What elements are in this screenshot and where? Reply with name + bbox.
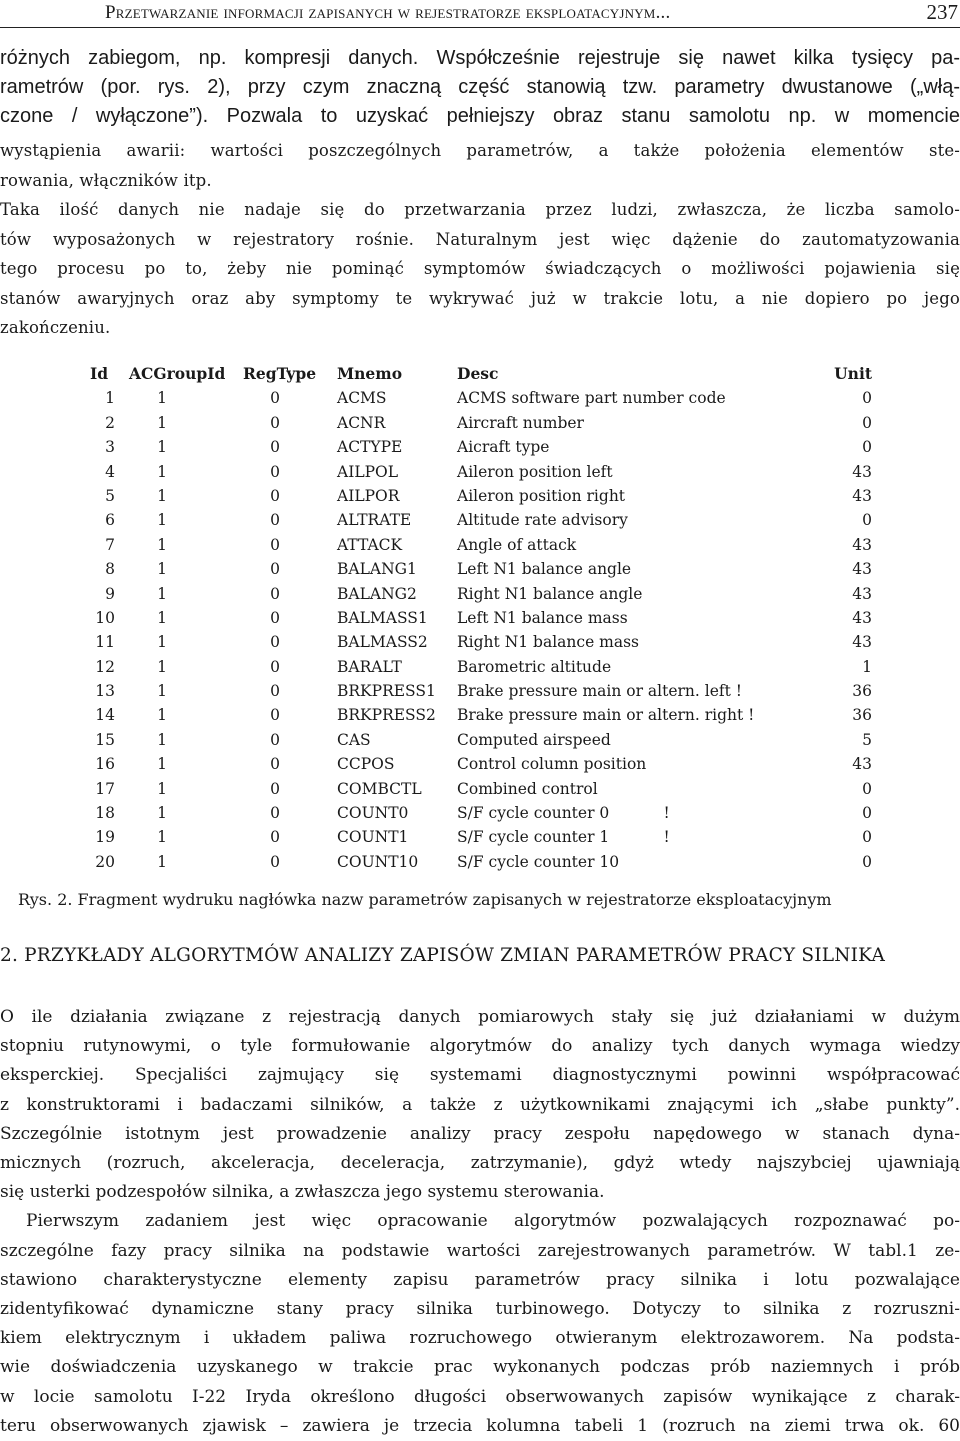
- table-cell-desc: Right N1 balance angle: [457, 584, 643, 603]
- table-cell-mnemo: BRKPRESS2: [337, 706, 436, 725]
- table-cell-mnemo: BRKPRESS1: [337, 682, 436, 701]
- table-cell-unit: 1: [862, 657, 872, 676]
- table-cell-regtype: 0: [270, 608, 280, 627]
- table-cell-regtype: 0: [270, 389, 280, 408]
- table-cell-desc: Brake pressure main or altern. right !: [457, 706, 755, 725]
- table-cell-acgroup: 1: [157, 438, 167, 457]
- table-cell-unit: 36: [852, 682, 872, 701]
- table-cell-id: 5: [105, 486, 115, 505]
- table-row: [90, 435, 880, 459]
- table-row: [90, 630, 880, 654]
- table-cell-mnemo: BALMASS2: [337, 633, 428, 652]
- text-line: zidentyfikować dynamiczne stany pracy silnika turbinowego. Dotyczy to silnika z rozruszni-: [0, 1299, 960, 1320]
- table-cell-id: 13: [95, 682, 115, 701]
- text-line: stopniu rutynowymi, o tyle formułowanie algorytmów do analizy tych danych wymaga wiedzy: [0, 1036, 960, 1057]
- paragraph-3: [0, 1003, 960, 1441]
- table-cell-acgroup: 1: [157, 486, 167, 505]
- table-cell-unit: 43: [852, 608, 872, 627]
- table-cell-unit: 43: [852, 560, 872, 579]
- table-cell-acgroup: 1: [157, 682, 167, 701]
- text-line: Taka ilość danych nie nadaje się do przetwarzania przez ludzi, zwłaszcza, że liczba samolo-: [0, 200, 960, 219]
- text-line: stanów awaryjnych oraz aby symptomy te wykrywać już w trakcie lotu, a nie dopiero po jego: [0, 288, 960, 308]
- text-line: rametrów (por. rys. 2), przy czym znaczną część stanowią tzw. parametry dwustanowe („włą-: [0, 76, 960, 98]
- table-cell-mnemo: ACNR: [337, 413, 386, 432]
- table-cell-desc: S/F cycle counter 1 !: [457, 828, 670, 847]
- paragraph-2: [0, 136, 960, 343]
- table-cell-id: 14: [95, 706, 115, 725]
- table-cell-regtype: 0: [270, 486, 280, 505]
- table-cell-unit: 5: [862, 730, 872, 749]
- section-heading: 2. PRZYKŁADY ALGORYTMÓW ANALIZY ZAPISÓW ZMIAN PARAMETRÓW PRACY SILNIKA: [0, 945, 886, 966]
- table-cell-acgroup: 1: [157, 804, 167, 823]
- table-row: [90, 484, 880, 508]
- table-cell-id: 17: [95, 779, 115, 798]
- table-cell-mnemo: AILPOR: [337, 486, 400, 505]
- text-line: O ile działania związane z rejestracją danych pomiarowych stały się już działaniami w dużym: [0, 1007, 960, 1027]
- table-row: [90, 411, 880, 435]
- table-cell-mnemo: BALMASS1: [337, 608, 428, 627]
- table-cell-acgroup: 1: [157, 389, 167, 408]
- text-line: tego procesu po to, żeby nie pominąć symptomów świadczących o możliwości pojawienia się: [0, 259, 960, 278]
- column-header-unit: Unit: [834, 364, 872, 383]
- table-cell-regtype: 0: [270, 511, 280, 530]
- table-cell-regtype: 0: [270, 584, 280, 603]
- table-cell-mnemo: ACMS: [337, 389, 387, 408]
- text-line: stawiono charakterystyczne elementy zapisu parametrów pracy silnika i lotu pozwalające: [0, 1269, 960, 1290]
- table-cell-desc: Control column position: [457, 755, 647, 774]
- text-line: Pierwszym zadaniem jest więc opracowanie algorytmów pozwalających rozpoznawać po-: [26, 1211, 960, 1232]
- table-cell-unit: 0: [862, 511, 872, 530]
- table-cell-acgroup: 1: [157, 535, 167, 554]
- table-cell-regtype: 0: [270, 852, 280, 871]
- table-row: [90, 801, 880, 825]
- table-cell-id: 19: [95, 828, 115, 847]
- column-header-mnemo: Mnemo: [337, 364, 403, 383]
- page-number: 237: [926, 0, 958, 24]
- table-cell-desc: Aircraft number: [457, 413, 584, 432]
- table-cell-unit: 43: [852, 486, 872, 505]
- table-cell-acgroup: 1: [157, 608, 167, 627]
- table-cell-acgroup: 1: [157, 828, 167, 847]
- table-cell-desc: S/F cycle counter 10: [457, 852, 620, 871]
- table-cell-acgroup: 1: [157, 706, 167, 725]
- column-header-regtype: RegType: [243, 364, 317, 383]
- text-line: Szczególnie istotnym jest prowadzenie analizy pracy zespołu napędowego w stanach dyna-: [0, 1123, 960, 1144]
- table-row: [90, 777, 880, 801]
- table-cell-desc: Left N1 balance angle: [457, 560, 632, 579]
- table-cell-unit: 43: [852, 462, 872, 481]
- table-cell-id: 15: [95, 730, 115, 749]
- table-row: [90, 508, 880, 532]
- column-header-acgroupid: ACGroupId: [129, 364, 226, 383]
- table-cell-regtype: 0: [270, 438, 280, 457]
- table-cell-id: 12: [95, 657, 115, 676]
- table-cell-id: 6: [105, 511, 115, 530]
- table-cell-unit: 0: [862, 389, 872, 408]
- text-line: się usterki podzespołów silnika, a zwłaszcza jego systemu sterowania.: [0, 1182, 605, 1203]
- table-cell-acgroup: 1: [157, 633, 167, 652]
- table-cell-regtype: 0: [270, 682, 280, 701]
- table-cell-regtype: 0: [270, 462, 280, 481]
- table-cell-acgroup: 1: [157, 852, 167, 871]
- table-row: [90, 582, 880, 606]
- table-cell-desc: Brake pressure main or altern. left !: [457, 682, 743, 701]
- text-line: rowania, włączników itp.: [0, 170, 212, 190]
- text-line: teru obserwowanych zjawisk – zawiera je trzecia kolumna tabeli 1 (rozruch na ziemi trwa ok. 60: [0, 1415, 960, 1436]
- table-cell-desc: Computed airspeed: [457, 730, 611, 749]
- table-cell-acgroup: 1: [157, 657, 167, 676]
- table-cell-unit: 0: [862, 852, 872, 871]
- table-row: [90, 460, 880, 484]
- table-cell-unit: 43: [852, 584, 872, 603]
- table-cell-id: 2: [105, 413, 115, 432]
- table-cell-desc: Aileron position left: [457, 462, 613, 481]
- table-cell-regtype: 0: [270, 730, 280, 749]
- table-cell-unit: 43: [852, 535, 872, 554]
- text-line: z konstruktorami i badaczami silników, a także z użytkownikami znającymi ich „słabe punkty”.: [0, 1094, 960, 1115]
- text-line: micznych (rozruch, akceleracja, deceleracja, zatrzymanie), gdyż wtedy najszybciej ujawniają: [0, 1153, 960, 1174]
- table-cell-mnemo: ACTYPE: [337, 438, 403, 457]
- running-header: [0, 0, 960, 28]
- table-cell-regtype: 0: [270, 413, 280, 432]
- table-cell-acgroup: 1: [157, 560, 167, 579]
- table-cell-regtype: 0: [270, 706, 280, 725]
- table-cell-acgroup: 1: [157, 413, 167, 432]
- table-row: [90, 386, 880, 410]
- table-cell-desc: Right N1 balance mass: [457, 633, 640, 652]
- text-line: wie doświadczenia uzyskanego w trakcie prac wykonanych podczas prób naziemnych i prób: [0, 1357, 960, 1378]
- table-cell-id: 20: [95, 852, 115, 871]
- text-line: eksperckiej. Specjaliści zajmujący się systemami diagnostycznymi powinni współpracować: [0, 1065, 960, 1086]
- table-row: [90, 679, 880, 703]
- table-cell-desc: Combined control: [457, 779, 598, 798]
- table-cell-regtype: 0: [270, 535, 280, 554]
- table-cell-mnemo: AILPOL: [337, 462, 399, 481]
- table-header-row: [90, 362, 880, 386]
- table-row: [90, 655, 880, 679]
- table-cell-unit: 36: [852, 706, 872, 725]
- text-line: w locie samolotu I-22 Iryda określono długości obserwowanych zapisów wynikające z charak-: [0, 1386, 960, 1407]
- table-cell-mnemo: BALANG2: [337, 584, 417, 603]
- table-cell-unit: 0: [862, 438, 872, 457]
- table-cell-regtype: 0: [270, 779, 280, 798]
- table-cell-acgroup: 1: [157, 511, 167, 530]
- text-line: zakończeniu.: [0, 318, 111, 337]
- table-cell-regtype: 0: [270, 828, 280, 847]
- table-cell-id: 7: [105, 535, 115, 554]
- table-cell-unit: 43: [852, 633, 872, 652]
- table-cell-mnemo: ATTACK: [337, 535, 403, 554]
- table-cell-mnemo: ALTRATE: [337, 511, 412, 530]
- table-cell-desc: Altitude rate advisory: [457, 511, 628, 530]
- table-cell-unit: 43: [852, 755, 872, 774]
- table-cell-regtype: 0: [270, 804, 280, 823]
- text-line: szczególne fazy pracy silnika na podstawie wartości zarejestrowanych parametrów. W tabl.1 ze-: [0, 1240, 960, 1261]
- table-row: [90, 728, 880, 752]
- table-row: [90, 557, 880, 581]
- table-row: [90, 825, 880, 849]
- column-header-id: Id: [90, 364, 109, 383]
- table-row: [90, 752, 880, 776]
- paragraph-1: [0, 44, 960, 131]
- table-cell-id: 9: [105, 584, 115, 603]
- table-cell-desc: Aicraft type: [457, 438, 550, 457]
- table-cell-id: 10: [95, 608, 115, 627]
- text-line: czone / wyłączone”). Pozwala to uzyskać pełniejszy obraz stanu samolotu np. w momencie: [0, 105, 960, 127]
- table-cell-id: 18: [95, 804, 115, 823]
- table-cell-mnemo: COUNT10: [337, 852, 419, 871]
- table-cell-mnemo: CAS: [337, 730, 371, 749]
- table-cell-mnemo: BARALT: [337, 657, 402, 676]
- table-cell-acgroup: 1: [157, 779, 167, 798]
- table-cell-mnemo: COMBCTL: [337, 779, 422, 798]
- table-cell-regtype: 0: [270, 560, 280, 579]
- table-cell-acgroup: 1: [157, 730, 167, 749]
- table-cell-mnemo: BALANG1: [337, 560, 417, 579]
- running-title: Przetwarzanie informacji zapisanych w rejestratorze eksploatacyjnym...: [105, 2, 671, 23]
- column-header-desc: Desc: [457, 364, 499, 383]
- table-cell-acgroup: 1: [157, 462, 167, 481]
- header-rule: [0, 27, 960, 28]
- table-cell-id: 16: [95, 755, 115, 774]
- table-row: [90, 703, 880, 727]
- table-cell-desc: S/F cycle counter 0 !: [457, 804, 670, 823]
- table-row: [90, 606, 880, 630]
- table-cell-id: 3: [105, 438, 115, 457]
- table-cell-desc: Left N1 balance mass: [457, 608, 628, 627]
- table-cell-desc: Angle of attack: [457, 535, 577, 554]
- table-cell-regtype: 0: [270, 657, 280, 676]
- table-cell-mnemo: CCPOS: [337, 755, 395, 774]
- table-cell-regtype: 0: [270, 755, 280, 774]
- text-line: kiem elektrycznym i układem paliwa rozruchowego otwieranym elektrozaworem. Na podsta-: [0, 1328, 960, 1349]
- table-cell-desc: Barometric altitude: [457, 657, 612, 676]
- table-cell-id: 11: [95, 633, 115, 652]
- table-cell-acgroup: 1: [157, 584, 167, 603]
- table-cell-desc: Aileron position right: [457, 486, 626, 505]
- text-line: tów wyposażonych w rejestratory rośnie. Naturalnym jest więc dążenie do zautomatyzowania: [0, 229, 960, 249]
- figure-caption: Rys. 2. Fragment wydruku nagłówka nazw parametrów zapisanych w rejestratorze eksploatacyjnym: [18, 890, 832, 909]
- table-cell-unit: 0: [862, 779, 872, 798]
- table-row: [90, 533, 880, 557]
- table-cell-id: 4: [105, 462, 115, 481]
- table-cell-mnemo: COUNT1: [337, 828, 409, 847]
- text-line: wystąpienia awarii: wartości poszczególnych parametrów, a także położenia elementów ste-: [0, 141, 960, 160]
- text-line: różnych zabiegom, np. kompresji danych. Współcześnie rejestruje się nawet kilka tysięcy pa-: [0, 47, 960, 69]
- table-cell-desc: ACMS software part number code: [457, 389, 726, 408]
- table-row: [90, 850, 880, 874]
- table-cell-mnemo: COUNT0: [337, 804, 409, 823]
- table-cell-id: 1: [105, 389, 115, 408]
- table-cell-acgroup: 1: [157, 755, 167, 774]
- table-cell-unit: 0: [862, 804, 872, 823]
- table-cell-id: 8: [105, 560, 115, 579]
- table-cell-regtype: 0: [270, 633, 280, 652]
- table-cell-unit: 0: [862, 413, 872, 432]
- parameter-table: [90, 362, 880, 874]
- table-cell-unit: 0: [862, 828, 872, 847]
